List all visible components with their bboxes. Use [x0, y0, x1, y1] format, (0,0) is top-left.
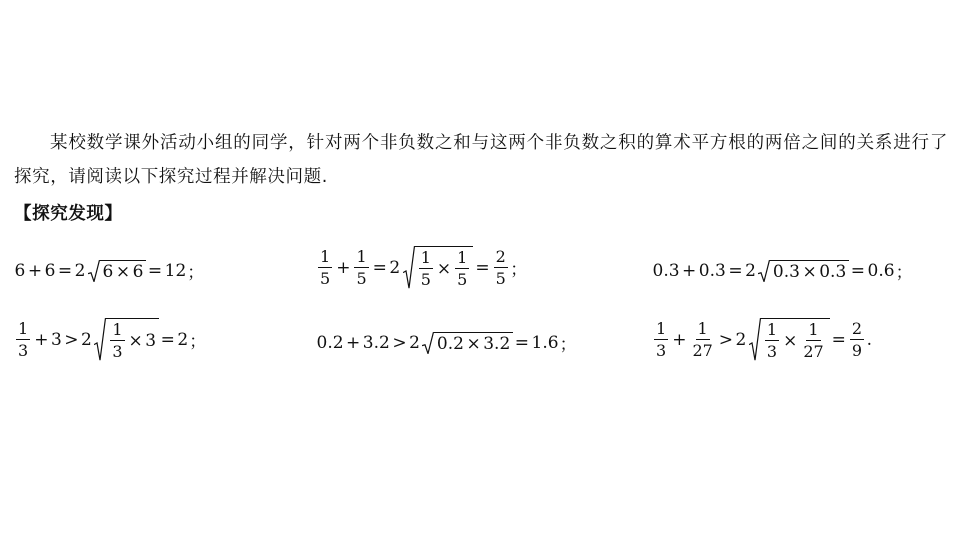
plus-sign: +: [682, 260, 697, 281]
term: 6: [132, 261, 144, 282]
equation-1: [14, 258, 205, 283]
relation-sign: =: [728, 260, 743, 281]
equals-sign: =: [147, 260, 163, 281]
numerator: 1: [656, 319, 667, 338]
square-root: [88, 260, 146, 282]
radicand: [761, 318, 830, 361]
fraction: [110, 320, 124, 361]
relation-sign: >: [718, 329, 734, 350]
result: 0.6: [867, 260, 895, 281]
denominator: 3: [766, 342, 778, 361]
terminator: ；: [559, 335, 577, 355]
equals-sign: =: [514, 332, 530, 353]
radical-sign-icon: [422, 332, 434, 354]
denominator: 5: [356, 269, 367, 288]
term: 0.3: [698, 260, 726, 281]
coefficient: 2: [745, 260, 756, 281]
denominator: 9: [851, 341, 863, 360]
denominator: 5: [457, 270, 468, 289]
radical-sign-icon: [758, 260, 770, 282]
times-sign: ×: [128, 330, 143, 351]
equation-2: [316, 246, 528, 289]
equation-4: [14, 318, 207, 361]
denominator: 3: [656, 341, 667, 360]
term: 0.3: [652, 260, 680, 281]
term: 0.3: [819, 261, 847, 282]
fraction: [354, 247, 368, 288]
term: 0.2: [316, 332, 344, 353]
relation-sign: >: [392, 332, 407, 353]
numerator: 1: [18, 319, 29, 338]
radical-sign-icon: [749, 318, 761, 361]
plus-sign: +: [672, 329, 687, 350]
numerator: 1: [697, 319, 708, 338]
denominator: 5: [495, 269, 506, 288]
term: 0.2: [436, 333, 464, 354]
equation-5: [316, 330, 577, 355]
numerator: 1: [457, 248, 468, 267]
numerator: 1: [356, 247, 367, 266]
denominator: 3: [18, 341, 29, 360]
fraction: [16, 319, 30, 360]
section-title: 【探究发现】: [14, 204, 123, 224]
denominator: 27: [692, 341, 713, 360]
terminator: ；: [189, 332, 207, 352]
radical-sign-icon: [403, 246, 415, 289]
equals-sign: =: [850, 260, 866, 281]
result-fraction: [494, 247, 508, 288]
radicand: [106, 318, 158, 361]
fraction: [654, 319, 668, 360]
term: 6: [44, 260, 56, 281]
plus-sign: +: [27, 260, 43, 281]
coefficient: 2: [389, 257, 401, 278]
numerator: 1: [420, 248, 431, 267]
denominator: 5: [320, 269, 331, 288]
terminator: ；: [187, 263, 205, 283]
term: 3.2: [362, 332, 390, 353]
terminator: ；: [895, 263, 913, 283]
plus-sign: +: [346, 332, 361, 353]
numerator: 2: [851, 319, 863, 338]
intro-paragraph: 某校数学课外活动小组的同学，针对两个非负数之和与这两个非负数之积的算术平方根的两倍之间的关系进行了探究，请阅读以下探究过程并解决问题.: [14, 133, 948, 187]
term: 3.2: [483, 333, 511, 354]
fraction: [419, 248, 433, 289]
fraction: [455, 248, 469, 289]
equals-sign: =: [160, 329, 175, 350]
square-root: [758, 260, 848, 282]
coefficient: 2: [81, 329, 92, 350]
numerator: 1: [766, 320, 778, 339]
times-sign: ×: [436, 258, 452, 279]
radicand: [100, 260, 146, 282]
square-root: [749, 318, 830, 361]
term: 6: [102, 261, 114, 282]
equation-3: [652, 258, 913, 283]
coefficient: 2: [409, 332, 420, 353]
result: 12: [164, 260, 187, 281]
term: 6: [14, 260, 26, 281]
term: 3: [145, 330, 157, 351]
result: 2: [177, 329, 189, 350]
plus-sign: +: [34, 329, 49, 350]
equation-6: [652, 318, 873, 361]
radicand: [770, 260, 848, 282]
terminator: .: [866, 329, 873, 350]
term: 0.3: [772, 261, 800, 282]
numerator: 1: [320, 247, 331, 266]
square-root: [403, 246, 474, 289]
relation-sign: =: [372, 257, 387, 278]
times-sign: ×: [783, 330, 798, 351]
result-fraction: [850, 319, 864, 360]
times-sign: ×: [466, 333, 481, 354]
fraction: [318, 247, 332, 288]
square-root: [94, 318, 158, 361]
radicand: [415, 246, 474, 289]
terminator: ；: [510, 260, 528, 280]
times-sign: ×: [115, 261, 131, 282]
coefficient: 2: [74, 260, 86, 281]
result: 1.6: [531, 332, 559, 353]
radical-sign-icon: [94, 318, 106, 361]
relation-sign: >: [64, 329, 79, 350]
relation-sign: =: [57, 260, 73, 281]
coefficient: 2: [735, 329, 747, 350]
numerator: 2: [495, 247, 506, 266]
denominator: 27: [803, 342, 824, 361]
numerator: 1: [808, 320, 819, 339]
fraction: [765, 320, 779, 361]
equals-sign: =: [831, 329, 846, 350]
denominator: 5: [420, 270, 431, 289]
times-sign: ×: [802, 261, 817, 282]
term: 3: [50, 329, 62, 350]
square-root: [422, 332, 512, 354]
radicand: [434, 332, 512, 354]
equals-sign: =: [475, 257, 490, 278]
fraction: [801, 320, 825, 361]
radical-sign-icon: [88, 260, 100, 282]
plus-sign: +: [336, 257, 351, 278]
fraction: [690, 319, 714, 360]
numerator: 1: [112, 320, 123, 339]
denominator: 3: [112, 342, 123, 361]
